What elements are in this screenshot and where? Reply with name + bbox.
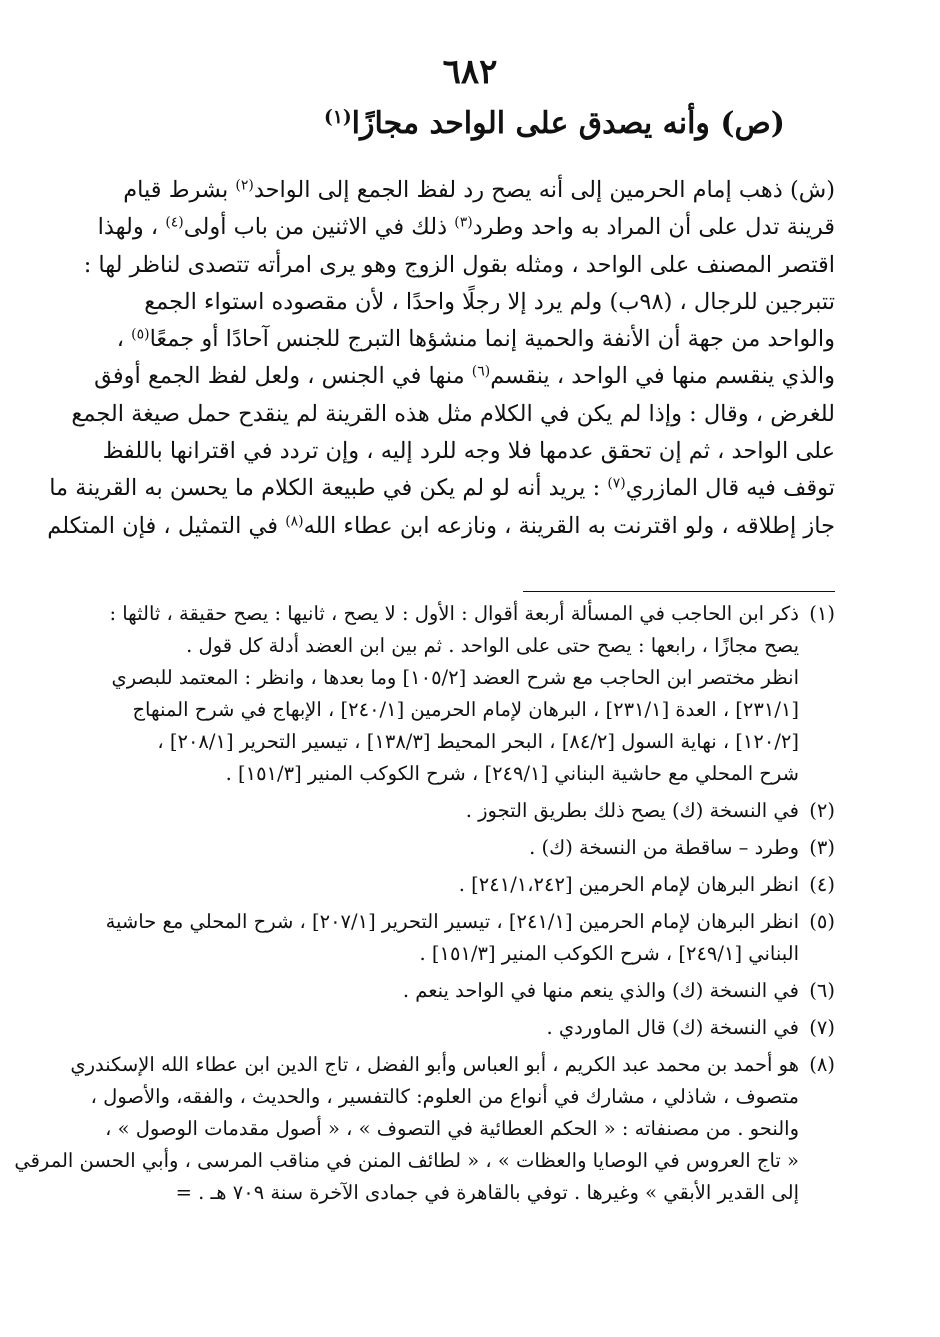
section-heading — [100, 106, 785, 141]
footnote-ref: (٢) — [235, 177, 254, 194]
footnote-line: [٢٣١/١] ، العدة [٢٣١/١] ، البرهان لإمام الحرمين [٢٤٠/١] ، الإبهاج في شرح المنهاج — [132, 698, 799, 721]
footnote — [100, 906, 835, 970]
body-line — [47, 508, 835, 545]
body-text: جاز إطلاقه ، ولو اقترنت به القرينة ، ونازعه ابن عطاء الله — [303, 512, 835, 539]
footnote-ref: (٧) — [607, 475, 626, 492]
footnote-number: (١) — [809, 602, 835, 625]
footnote — [100, 832, 835, 864]
footnote-number: (٥) — [809, 910, 835, 933]
footnote-ref: (٤) — [165, 214, 184, 231]
body-line — [97, 209, 835, 246]
footnote-number: (٤) — [809, 873, 835, 896]
body-text: اقتصر المصنف على الواحد ، ومثله بقول الزوج وهو يرى امرأته تتصدى لناظر لها : — [83, 251, 835, 278]
footnote-number: (٧) — [809, 1016, 835, 1039]
body-text: تتبرجين للرجال ، (٩٨ب) ولم يرد إلا رجلًا واحدًا ، لأن مقصوده استواء الجمع — [144, 288, 835, 315]
body-text: ذلك في الاثنين من باب أولى — [183, 214, 455, 241]
body-text: والواحد من جهة أن الأنفة والحمية إنما منشؤها التبرج للجنس آحادًا أو جمعًا — [149, 326, 835, 353]
footnote — [100, 598, 835, 790]
footnote — [14, 1049, 835, 1209]
footnote-number: (٣) — [809, 836, 835, 859]
footnote-body — [100, 975, 799, 1007]
footnotes — [14, 598, 835, 1214]
body-line — [100, 172, 835, 209]
body-line — [100, 433, 835, 470]
footnote-number: (٢) — [809, 799, 835, 822]
footnote-ref: (٣) — [454, 214, 473, 231]
body-line — [49, 470, 835, 507]
footnote-ref: (٨) — [285, 513, 304, 529]
footnote-body — [100, 598, 799, 790]
page-number: ٦٨٢ — [442, 52, 498, 92]
body-text: : يريد أنه لو لم يكن في طبيعة الكلام ما يحسن به القرينة ما — [49, 475, 608, 502]
body-line — [100, 321, 835, 358]
footnote-spacer — [100, 1209, 835, 1214]
footnote-line: وطرد – ساقطة من النسخة (ك) . — [529, 836, 799, 859]
footnote — [100, 1012, 835, 1044]
footnote-line: يصح مجازًا ، رابعها : يصح حتى على الواحد . ثم بين ابن العضد أدلة كل قول . — [186, 634, 799, 657]
body-text: قرينة تدل على أن المراد به واحد وطرد — [472, 214, 835, 241]
footnote-line: في النسخة (ك) والذي ينعم منها في الواحد ينعم . — [402, 979, 799, 1002]
body-text: في التمثيل ، فإن المتكلم — [47, 512, 286, 539]
body-text: (ش) ذهب إمام الحرمين إلى أنه يصح رد لفظ الجمع إلى الواحد — [253, 177, 835, 203]
footnote-body — [14, 1049, 799, 1209]
footnote-line: انظر مختصر ابن الحاجب مع شرح العضد [١٠٥/٢] وما بعدها ، وانظر : المعتمد للبصري — [111, 666, 799, 689]
footnote-line: البناني [٢٤٩/١] ، شرح الكوكب المنير [١٥١/٣] . — [419, 942, 799, 965]
body-text: للغرض ، وقال : وإذا لم يكن في الكلام مثل هذه القرينة لم ينقدح حمل صيغة الجمع — [71, 400, 835, 427]
footnote-body — [100, 906, 799, 970]
body-text: ، ولهذا — [97, 214, 166, 241]
footnote-line: في النسخة (ك) يصح ذلك بطريق التجوز . — [465, 799, 799, 822]
footnote-number: (٨) — [809, 1053, 835, 1076]
body-text: منها في الجنس ، ولعل لفظ الجمع أوفق — [94, 363, 472, 390]
footnote-line: « تاج العروس في الوصايا والعظات » ، « لطائف المنن في مناقب المرسى ، وأبي الحسن المرقي — [14, 1149, 799, 1172]
footnote-line: إلى القدير الأبقي » وغيرها . توفي بالقاهرة في جمادى الآخرة سنة ٧٠٩ هـ . = — [175, 1181, 799, 1204]
main-text — [47, 172, 835, 545]
body-text: على الواحد ، ثم إن تحقق عدمها فلا وجه للرد إليه ، وإن تردد في اقترانها باللفظ — [102, 438, 835, 465]
footnote-line: انظر البرهان لإمام الحرمين [٢٤١/١] ، تيسير التحرير [٢٠٧/١] ، شرح المحلي مع حاشية — [105, 910, 799, 933]
body-text: ، — [116, 326, 132, 353]
body-line — [100, 284, 835, 321]
footnote-line: شرح المحلي مع حاشية البناني [٢٤٩/١] ، شرح الكوكب المنير [١٥١/٣] . — [225, 762, 799, 785]
body-line — [94, 358, 835, 395]
body-text: توقف فيه قال المازري — [625, 475, 835, 502]
body-line — [83, 247, 835, 284]
footnote-line: ذكر ابن الحاجب في المسألة أربعة أقوال : الأول : لا يصح ، ثانيها : يصح حقيقة ، ثالثها : — [109, 602, 799, 625]
footnote-number: (٦) — [809, 979, 835, 1002]
footnote-ref: (٦) — [471, 363, 491, 380]
footnote-line: انظر البرهان لإمام الحرمين [٢٤١/١،٢٤٢] . — [458, 873, 799, 896]
footnote — [100, 975, 835, 1007]
footnote-body — [100, 832, 799, 864]
body-text: والذي ينقسم منها في الواحد ، ينقسم — [490, 363, 835, 390]
footnote-line: [١٢٠/٢] ، نهاية السول [٨٤/٢] ، البحر المحيط [١٣٨/٣] ، تيسير التحرير [٢٠٨/١] ، — [157, 730, 799, 753]
footnote-divider — [523, 591, 835, 592]
footnote-body — [100, 869, 799, 901]
footnote-line: متصوف ، شاذلي ، مشارك في أنواع من العلوم: كالتفسير ، والحديث ، والفقه، والأصول ، — [90, 1085, 799, 1108]
heading-footnote-ref: (١) — [324, 106, 352, 128]
footnote — [100, 795, 835, 827]
footnote — [100, 869, 835, 901]
body-line — [71, 396, 835, 433]
footnote-body — [100, 1012, 799, 1044]
footnote-ref: (٥) — [131, 326, 150, 343]
footnote-body — [100, 795, 799, 827]
heading-text: (ص) وأنه يصدق على الواحد مجازًا — [351, 106, 785, 141]
footnote-line: هو أحمد بن محمد عبد الكريم ، أبو العباس وأبو الفضل ، تاج الدين ابن عطاء الله الإسكندري — [70, 1053, 799, 1076]
footnote-line: في النسخة (ك) قال الماوردي . — [546, 1016, 799, 1039]
footnote-line: والنحو . من مصنفاته : « الحكم العطائية في التصوف » ، « أصول مقدمات الوصول » ، — [105, 1117, 799, 1140]
body-text: بشرط قيام — [123, 177, 236, 203]
